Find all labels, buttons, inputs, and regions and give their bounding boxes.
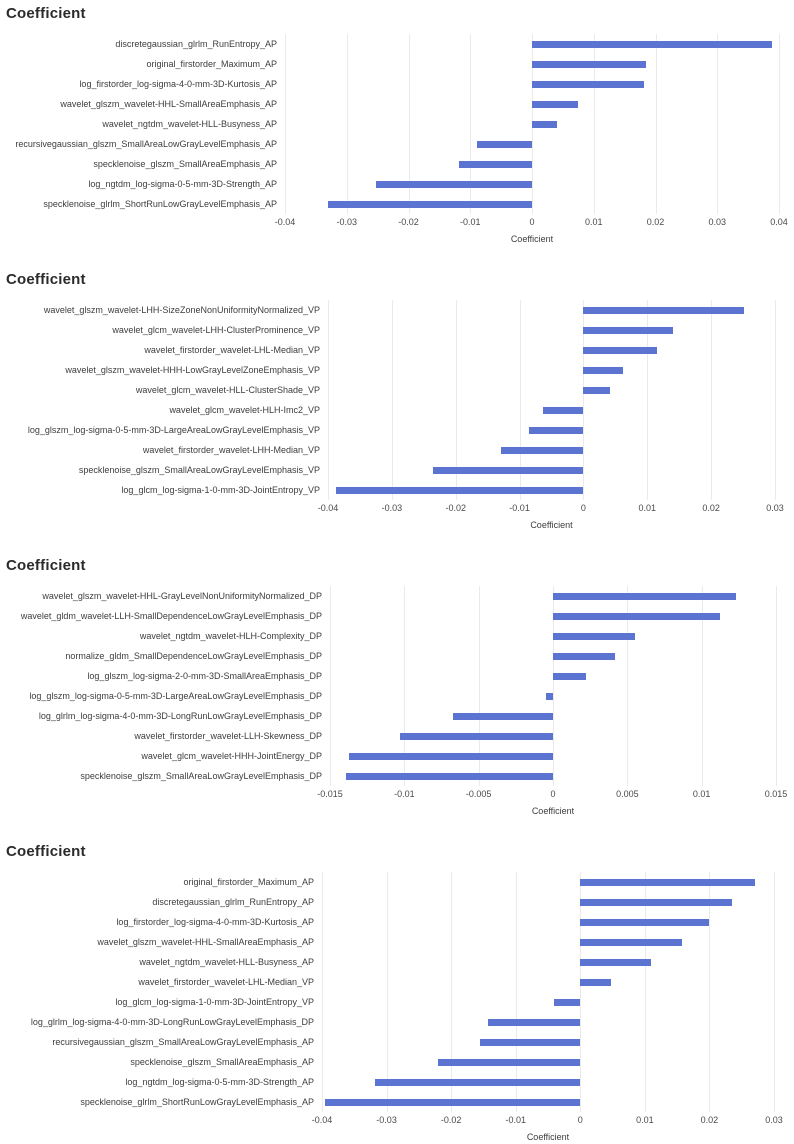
y-axis-label: log_ngtdm_log-sigma-0-5-mm-3D-Strength_AP xyxy=(88,179,277,189)
x-tick-label: -0.03 xyxy=(376,1115,397,1125)
x-tick-label: 0 xyxy=(550,789,556,799)
y-axis-label: wavelet_ngtdm_wavelet-HLL-Busyness_AP xyxy=(102,119,277,129)
plot-box xyxy=(330,586,776,786)
y-axis-label: wavelet_glszm_wavelet-HHH-LowGrayLevelZoneEmphasis_VP xyxy=(65,365,320,375)
y-axis-label: specklenoise_glszm_SmallAreaEmphasis_AP xyxy=(93,159,277,169)
y-axis-label: wavelet_glszm_wavelet-HHL-SmallAreaEmphasis_AP xyxy=(97,937,314,947)
bar xyxy=(532,81,644,88)
gridline xyxy=(776,586,777,786)
y-axis-label: wavelet_glszm_wavelet-LHH-SizeZoneNonUniformityNormalized_VP xyxy=(43,305,320,315)
chart-title: Coefficient xyxy=(6,843,86,860)
x-tick-label: 0.04 xyxy=(770,217,788,227)
y-axis-label: specklenoise_glrlm_ShortRunLowGrayLevelEmphasis_AP xyxy=(43,199,277,209)
coefficient-chart-dp xyxy=(0,556,794,818)
y-axis-label: wavelet_glszm_wavelet-HHL-GrayLevelNonUniformityNormalized_DP xyxy=(42,591,322,601)
bar xyxy=(375,1079,580,1086)
y-axis-label: wavelet_ngtdm_wavelet-HLH-Complexity_DP xyxy=(139,631,322,641)
x-axis-label: Coefficient xyxy=(530,520,573,530)
x-tick-label: 0.02 xyxy=(700,1115,719,1125)
x-tick-label: 0.01 xyxy=(636,1115,654,1125)
gridline xyxy=(717,34,718,214)
y-axis-label: log_glszm_log-sigma-0-5-mm-3D-LargeAreaLowGrayLevelEmphasis_VP xyxy=(27,425,320,435)
x-axis-ticks xyxy=(317,500,784,514)
bar xyxy=(580,959,651,966)
coefficient-chart-vp xyxy=(0,270,794,532)
bar xyxy=(488,1019,580,1026)
x-tick-label: -0.03 xyxy=(336,217,358,227)
gridline xyxy=(580,872,581,1112)
coefficient-chart-combined xyxy=(0,842,794,1144)
y-axis-label: discretegaussian_glrlm_RunEntropy_AP xyxy=(152,897,314,907)
y-axis-label: specklenoise_glszm_SmallAreaLowGrayLevelEmphasis_DP xyxy=(80,771,322,781)
bar xyxy=(580,899,732,906)
y-axis-label: original_firstorder_Maximum_AP xyxy=(146,59,277,69)
y-axis-label: log_glszm_log-sigma-0-5-mm-3D-LargeAreaLowGrayLevelEmphasis_DP xyxy=(29,691,322,701)
y-axis-label: wavelet_glcm_wavelet-HLH-Imc2_VP xyxy=(169,405,320,415)
y-axis-label: wavelet_firstorder_wavelet-LHH-Median_VP xyxy=(142,445,320,455)
y-axis-label: log_firstorder_log-sigma-4-0-mm-3D-Kurtosis_AP xyxy=(79,79,277,89)
bar xyxy=(583,307,744,314)
x-tick-label: 0 xyxy=(529,217,535,227)
plot-box xyxy=(328,300,775,500)
bar xyxy=(532,121,557,128)
gridline xyxy=(656,34,657,214)
bar xyxy=(438,1059,580,1066)
x-axis-label: Coefficient xyxy=(531,806,575,816)
bar xyxy=(459,161,532,168)
bar xyxy=(501,447,583,454)
bar xyxy=(433,467,583,474)
x-tick-label: 0.015 xyxy=(764,789,788,799)
y-axis-labels xyxy=(0,300,328,500)
bar xyxy=(529,427,583,434)
x-tick-label: 0.03 xyxy=(766,503,784,513)
bar xyxy=(554,999,580,1006)
x-tick-label: 0.01 xyxy=(692,789,711,799)
x-tick-label: 0.03 xyxy=(708,217,727,227)
y-axis-label: normalize_gldm_SmallDependenceLowGrayLevelEmphasis_DP xyxy=(65,651,322,661)
x-tick-label: -0.015 xyxy=(317,789,343,799)
x-tick-label: -0.04 xyxy=(274,217,296,227)
bar xyxy=(453,713,553,720)
x-tick-label: -0.01 xyxy=(509,503,530,513)
bar xyxy=(328,201,532,208)
plot-box xyxy=(285,34,779,214)
bar xyxy=(376,181,532,188)
x-tick-label: -0.04 xyxy=(317,503,339,513)
chart-title: Coefficient xyxy=(6,5,86,22)
bar xyxy=(583,327,672,334)
gridline xyxy=(775,300,776,500)
chart-title: Coefficient xyxy=(6,271,86,288)
gridline xyxy=(347,34,348,214)
bar xyxy=(553,653,615,660)
y-axis-label: log_glrlm_log-sigma-4-0-mm-3D-LongRunLowGrayLevelEmphasis_DP xyxy=(38,711,322,721)
y-axis-label: log_glrlm_log-sigma-4-0-mm-3D-LongRunLowGrayLevelEmphasis_DP xyxy=(30,1017,314,1027)
plot-area xyxy=(0,300,794,500)
bar xyxy=(553,613,720,620)
plot-area xyxy=(0,872,794,1112)
bar xyxy=(553,673,586,680)
x-tick-label: -0.01 xyxy=(459,217,481,227)
gridline xyxy=(779,34,780,214)
bar xyxy=(583,387,609,394)
bar xyxy=(580,919,709,926)
gridline xyxy=(516,872,517,1112)
x-tick-label: 0.02 xyxy=(646,217,665,227)
y-axis-label: wavelet_glcm_wavelet-LHH-ClusterProminence_VP xyxy=(112,325,320,335)
bar xyxy=(553,633,635,640)
bar xyxy=(349,753,553,760)
y-axis-label: original_firstorder_Maximum_AP xyxy=(183,877,314,887)
bar xyxy=(477,141,532,148)
y-axis-label: log_glszm_log-sigma-2-0-mm-3D-SmallAreaEmphasis_DP xyxy=(87,671,322,681)
x-tick-label: 0 xyxy=(580,503,586,513)
y-axis-label: wavelet_glcm_wavelet-HLL-ClusterShade_VP xyxy=(135,385,320,395)
bar xyxy=(532,101,578,108)
y-axis-label: discretegaussian_glrlm_RunEntropy_AP xyxy=(115,39,277,49)
y-axis-label: wavelet_gldm_wavelet-LLH-SmallDependenceLowGrayLevelEmphasis_DP xyxy=(20,611,322,621)
bar xyxy=(325,1099,580,1106)
bar xyxy=(583,367,623,374)
x-axis-label: Coefficient xyxy=(526,1132,570,1142)
x-tick-label: 0.01 xyxy=(638,503,657,513)
x-tick-label: -0.01 xyxy=(505,1115,526,1125)
x-tick-label: -0.005 xyxy=(465,789,492,799)
y-axis-label: specklenoise_glrlm_ShortRunLowGrayLevelEmphasis_AP xyxy=(80,1097,314,1107)
x-tick-label: 0 xyxy=(577,1115,583,1125)
x-tick-label: 0.03 xyxy=(765,1115,783,1125)
gridline xyxy=(451,872,452,1112)
plot-area xyxy=(0,586,794,786)
gridline xyxy=(285,34,286,214)
y-axis-label: recursivegaussian_glszm_SmallAreaLowGrayLevelEmphasis_AP xyxy=(52,1037,314,1047)
gridline xyxy=(711,300,712,500)
bar xyxy=(336,487,583,494)
y-axis-label: log_firstorder_log-sigma-4-0-mm-3D-Kurtosis_AP xyxy=(116,917,314,927)
x-axis-label: Coefficient xyxy=(510,234,554,244)
x-axis-ticks xyxy=(274,214,788,228)
bar xyxy=(580,879,754,886)
bar xyxy=(532,61,646,68)
plot-area xyxy=(0,34,794,214)
x-tick-label: -0.01 xyxy=(394,789,415,799)
gridline xyxy=(387,872,388,1112)
gridline xyxy=(645,872,646,1112)
x-tick-label: -0.04 xyxy=(311,1115,333,1125)
y-axis-label: recursivegaussian_glszm_SmallAreaLowGrayLevelEmphasis_AP xyxy=(15,139,277,149)
x-tick-label: -0.02 xyxy=(398,217,419,227)
gridline xyxy=(322,872,323,1112)
gridline xyxy=(774,872,775,1112)
y-axis-label: log_ngtdm_log-sigma-0-5-mm-3D-Strength_AP xyxy=(125,1077,314,1087)
coefficient-chart-ap xyxy=(0,4,794,246)
y-axis-label: wavelet_firstorder_wavelet-LHL-Median_VP xyxy=(138,977,314,987)
x-tick-label: 0.005 xyxy=(616,789,639,799)
bar xyxy=(346,773,553,780)
y-axis-label: wavelet_ngtdm_wavelet-HLL-Busyness_AP xyxy=(139,957,314,967)
bar xyxy=(553,593,736,600)
bar xyxy=(546,693,553,700)
bar xyxy=(580,979,610,986)
x-tick-label: -0.02 xyxy=(440,1115,462,1125)
y-axis-label: log_glcm_log-sigma-1-0-mm-3D-JointEntropy_VP xyxy=(115,997,314,1007)
gridline xyxy=(392,300,393,500)
bar xyxy=(400,733,553,740)
y-axis-labels xyxy=(0,586,330,786)
y-axis-label: wavelet_glcm_wavelet-HHH-JointEnergy_DP xyxy=(141,751,322,761)
y-axis-label: specklenoise_glszm_SmallAreaLowGrayLevelEmphasis_VP xyxy=(78,465,320,475)
x-tick-label: -0.03 xyxy=(381,503,403,513)
bar xyxy=(543,407,584,414)
y-axis-label: wavelet_firstorder_wavelet-LHL-Median_VP xyxy=(144,345,320,355)
gridline xyxy=(709,872,710,1112)
x-tick-label: 0.02 xyxy=(702,503,720,513)
plot-box xyxy=(322,872,774,1112)
y-axis-label: log_glcm_log-sigma-1-0-mm-3D-JointEntropy_VP xyxy=(121,485,320,495)
gridline xyxy=(328,300,329,500)
bar xyxy=(532,41,772,48)
x-tick-label: -0.02 xyxy=(445,503,466,513)
y-axis-label: wavelet_firstorder_wavelet-LLH-Skewness_DP xyxy=(134,731,322,741)
gridline xyxy=(330,586,331,786)
bar xyxy=(583,347,656,354)
chart-title: Coefficient xyxy=(6,557,86,574)
x-axis-ticks xyxy=(311,1112,783,1126)
bar xyxy=(480,1039,580,1046)
y-axis-labels xyxy=(0,872,322,1112)
x-tick-label: 0.01 xyxy=(584,217,603,227)
y-axis-label: specklenoise_glszm_SmallAreaEmphasis_AP xyxy=(130,1057,314,1067)
y-axis-label: wavelet_glszm_wavelet-HHL-SmallAreaEmphasis_AP xyxy=(60,99,277,109)
x-axis-ticks xyxy=(317,786,788,800)
y-axis-labels xyxy=(0,34,285,214)
bar xyxy=(580,939,682,946)
